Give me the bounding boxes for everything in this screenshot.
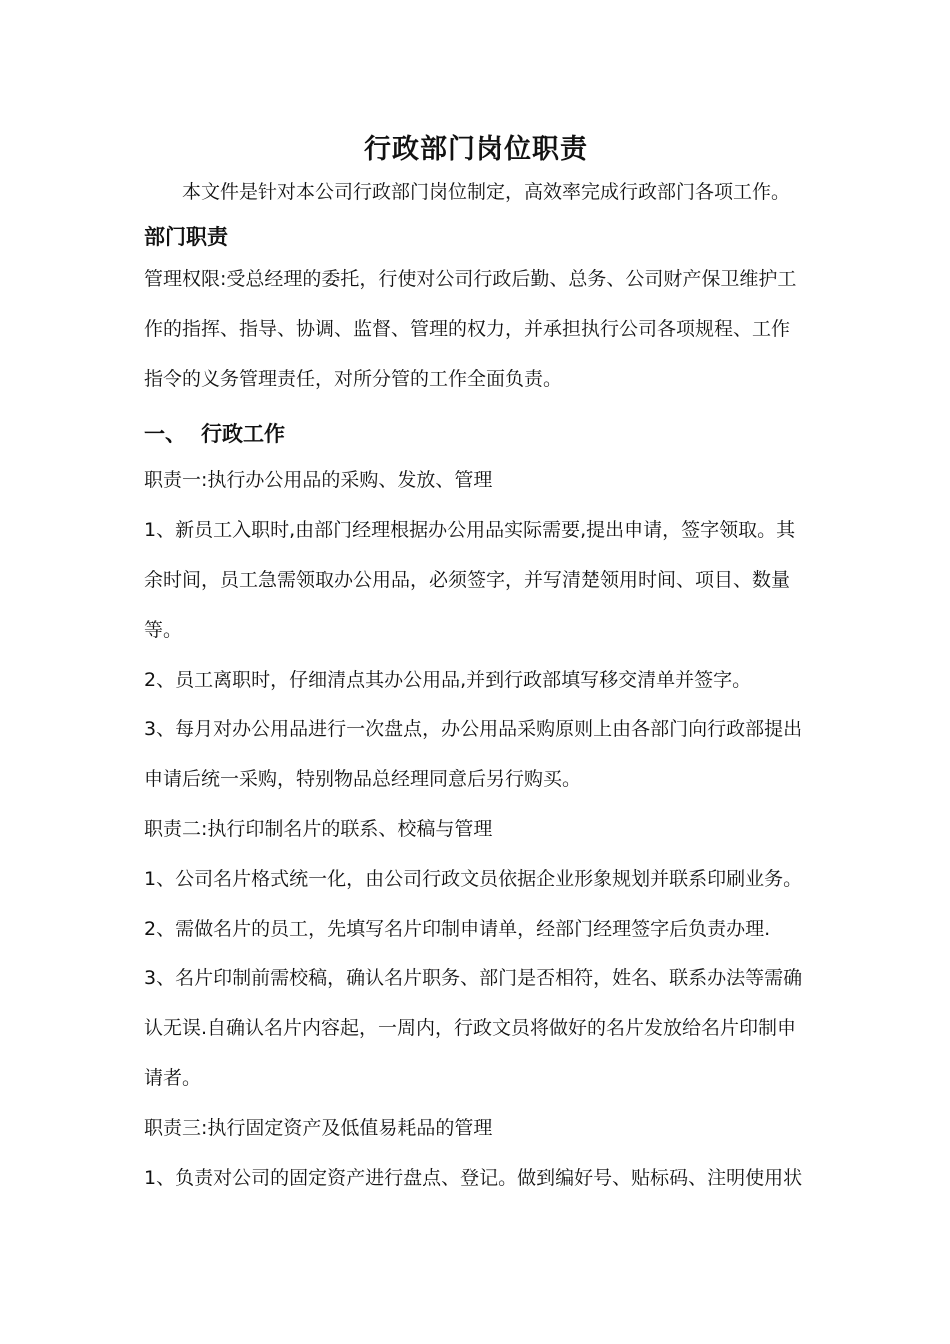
section-title: 行政工作 [201,422,285,447]
text-line: 3、名片印制前需校稿，确认名片职务、部门是否相符，姓名、联系办法等需确 [144,967,803,990]
text-line: 1、负责对公司的固定资产进行盘点、登记。做到编好号、贴标码、注明使用状 [144,1166,803,1189]
section-heading [144,416,808,452]
text-line: 等。 [144,618,183,641]
text-line: 认无误.自确认名片内容起，一周内，行政文员将做好的名片发放给名片印制申 [144,1017,797,1040]
text-line: 管理权限:受总经理的委托，行使对公司行政后勤、总务、公司财产保卫维护工 [144,268,797,290]
duty-heading: 职责三:执行固定资产及低值易耗品的管理 [144,1116,493,1139]
intro-paragraph: 本文件是针对本公司行政部门岗位制定，高效率完成行政部门各项工作。 [182,181,791,203]
section-number: 一、 [144,422,186,447]
document-page [144,128,808,1203]
text-line: 请者。 [144,1066,202,1089]
text-line: 作的指挥、指导、协调、监督、管理的权力，并承担执行公司各项规程、工作 [144,317,791,340]
duty-heading: 职责二:执行印制名片的联系、校稿与管理 [144,817,493,840]
text-line: 1、公司名片格式统一化，由公司行政文员依据企业形象规划并联系印刷业务。 [144,867,803,890]
text-line: 1、新员工入职时,由部门经理根据办公用品实际需要,提出申请，签字领取。其 [144,519,796,542]
text-line: 2、需做名片的员工，先填写名片印制申请单，经部门经理签字后负责办理. [144,917,771,940]
duty-heading: 职责一:执行办公用品的采购、发放、管理 [144,469,493,492]
document-title: 行政部门岗位职责 [364,134,588,165]
text-line: 申请后统一采购，特别物品总经理同意后另行购买。 [144,768,582,791]
text-line: 指令的义务管理责任，对所分管的工作全面负责。 [144,367,563,390]
dept-paragraph [144,255,808,404]
section-body [144,456,808,1203]
dept-heading: 部门职责 [144,225,228,249]
text-line: 2、员工离职时，仔细清点其办公用品,并到行政部填写移交清单并签字。 [144,668,752,691]
text-line: 3、每月对办公用品进行一次盘点，办公用品采购原则上由各部门向行政部提出 [144,718,803,741]
text-line: 余时间，员工急需领取办公用品，必须签字，并写清楚领用时间、项目、数量 [144,568,791,591]
